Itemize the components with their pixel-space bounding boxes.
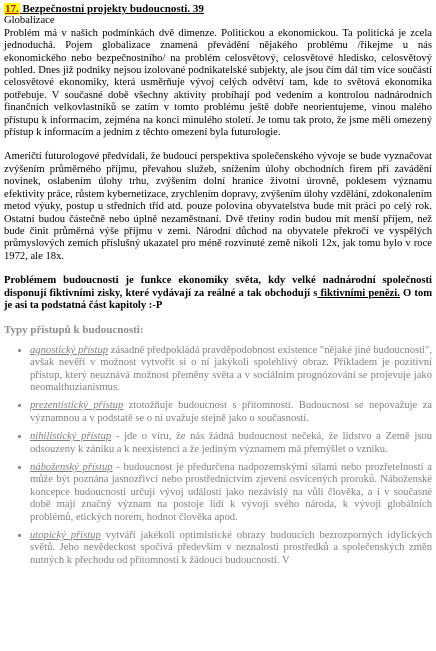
spacer (4, 139, 432, 151)
list-item (30, 462, 432, 524)
problem-text-2: O tom je asi ta podstatná část kapitoly :-P (4, 287, 433, 311)
list-item (30, 431, 432, 456)
spacer (4, 263, 432, 275)
type-term: agnostický přístup (30, 344, 109, 356)
type-text: ztotožňuje budoucnost s přítomností. Budoucnost se nepovažuje za významnou a v podstatě se o ní uvažuje stejně jako o současnosti. (30, 400, 432, 424)
list-item (30, 400, 432, 425)
chapter-number: 17. (5, 3, 19, 15)
list-item (30, 530, 432, 567)
type-text: vytváří jakékoli optimistické obrazy budoucích bezrozporných idylických světů. Jeho nevědeckost spočívá především v neznalosti prostředků a společenských změn nutných k přechodu od přítomnosti k žádoucí budoucnosti. V (30, 530, 432, 566)
paragraph-problem (4, 275, 432, 312)
problem-text-1: Problémem budoucnosti je funkce ekonomiky světa, kdy velké nadnárodní společnosti disponují fiktivními zisky, které vydávají za reálné a tak obchodují s (4, 275, 432, 299)
chapter-title-text: Bezpečnostní projekty budoucnosti. 39 (19, 3, 204, 15)
chapter-title (4, 3, 432, 15)
types-list (4, 345, 432, 568)
type-term: utopický přístup (30, 530, 101, 542)
section-heading: Globalizace (4, 15, 55, 27)
paragraph-futurologists: Američtí futurologové předvídali, že budoucí perspektiva společenského vývoje se bude vyznačovat zvýšením průměrného příjmu, převahou služeb, snížením úlohy obchodních firem při zavádění novinek, oslabením úlohy trhu, zvýšením dolní hranice životní úrovně, poklesem významu efektivity práce, růstem kybernetizace, zrychlením dopravy, zvýšením úlohy vzdělání, zdokonalením metod výuky, postup u středních tříd atd. pouze polovina obyvatelstva bude mít práci po celý rok. Ostatní budou částečně nebo úplně nezaměstnaní. Dvě třetiny rodin budou mít menší příjem, než bude činit průměrná výše příjmu v zemi. Národní důchod na obyvatele překročí ve vyspělých průmyslových zemích příslušný ukazatel pro méně rozvinuté země nikoli 12x, jak tomu bylo v roce 1972, ale 18x. (4, 151, 432, 262)
type-text: - budoucnost je předurčena nadpozemskými silami nebo prozřetelností a může být poznána jasnozřivcí nebo prostřednictvím zjevení osvícených proroků. Náboženské koncepce budoucnosti určují vývoj událostí jako nezávislý na vůli člověka, a i v současné době mají značný význam na postoje lidí k vývoji svého národa, k vývoji globálních problémů, etických norem, hodnot člověka apod. (30, 462, 432, 523)
problem-text-underlined: fiktivními penězi. (317, 287, 400, 299)
type-term: náboženský přístup (30, 462, 113, 473)
type-term: prezentistický přístup (30, 400, 124, 412)
types-heading: Typy přístupů k budoucnosti: (4, 324, 144, 337)
list-item (30, 345, 432, 395)
type-text: zásadně předpokládá pravděpodobnost existence "nějaké jiné budoucnosti", avšak nevěří v možnost vytvořit si o ní jakýkoli spolehlivý obraz. Příkladem je pozitivní přístup, který neuznává možnost přeměny světa a v sociálním prognózování se projevuje jako neomalthuzianismus. (30, 344, 432, 393)
paragraph-globalization: Problém má v našich podmínkách dvě dimenze. Politickou a ekonomickou. Ta politická je zcela jednoduchá. Pojem globalizace znamená převádění nějakého problému /řikejme u nás ekonomického nebo bezpečnostního/ na problém celosvětový, celosvětové hledisko, celosvětový pohled. Dnes již podniky nejsou izolované podnikatelské subjekty, ale jsou čím dál tím více součástí celosvětové ekonomiky, která usměrňuje vývoj celých odvětví tam, kde to světová ekonomika potřebuje. V současné době všechny aktivity probíhají pod vedením a kontrolou nadnárodních finančních velkovlastníků se zatím v tomto problému ještě dobře neorientujeme, vinou malého přístupu k informacím, zejména na konci minulého století. Je tomu tak proto, že jsme měli omezený přístup k informacím a jedním z těchto omezení byla futurologie. (4, 27, 432, 139)
type-text: - jde o víru, že nás žádná budoucnost nečeká, že lidstvo a Země jsou odsouzeny k zániku a k neexistenci a že jediným významem má přemýšlet o vzniku. (30, 431, 432, 455)
type-term: nihilistický přístup (30, 431, 112, 443)
